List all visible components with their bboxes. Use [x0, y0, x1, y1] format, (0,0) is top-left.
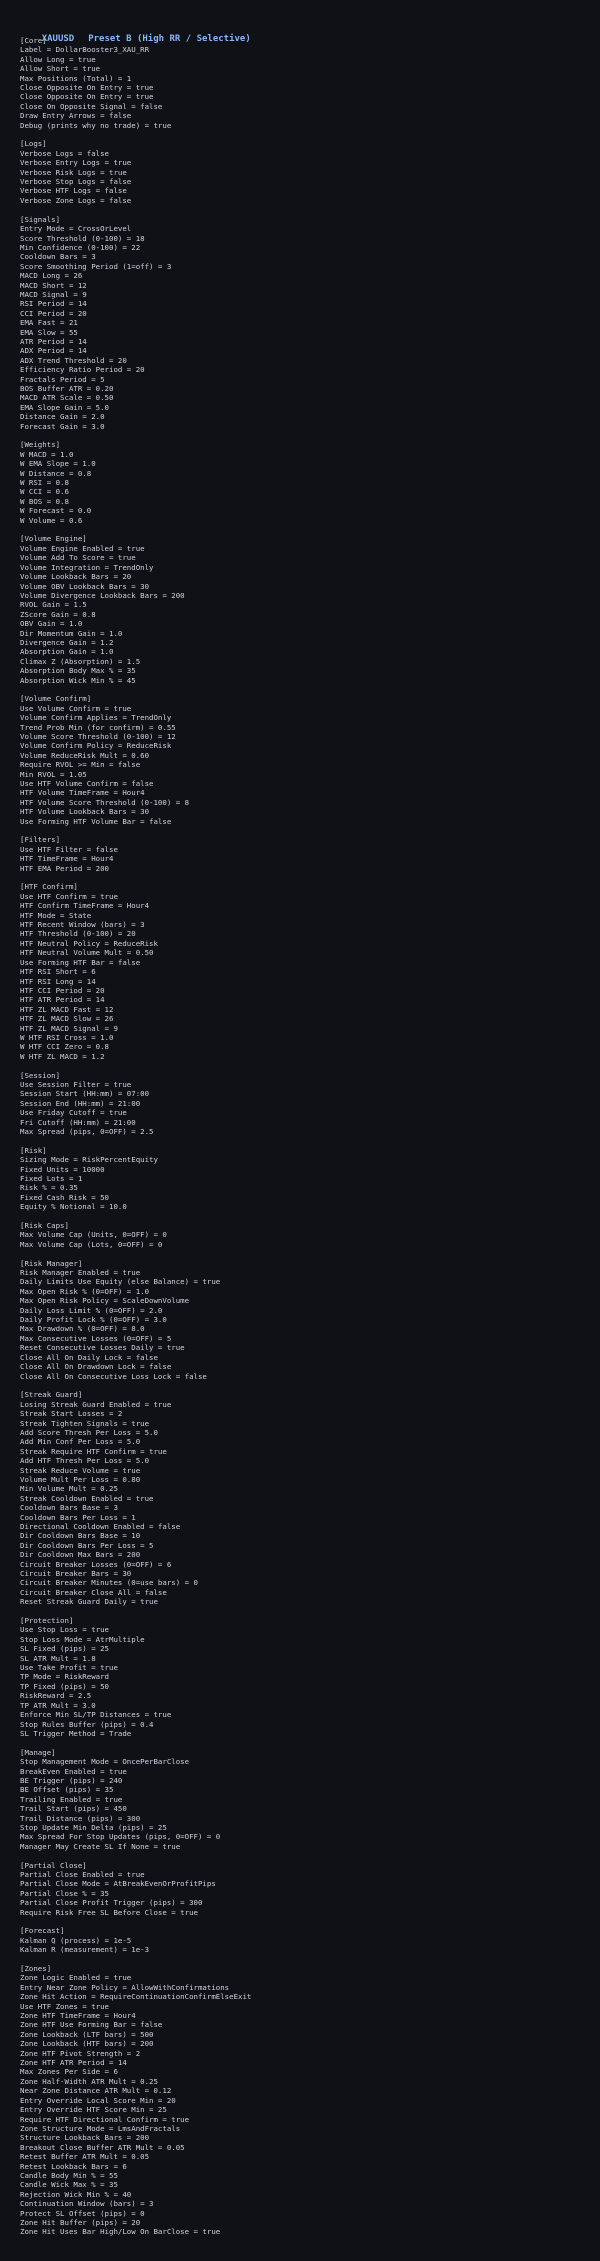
setting-line: Risk % = 0.35: [20, 1183, 78, 1193]
setting-line: HTF EMA Period = 200: [20, 863, 109, 873]
setting-line: Zone Hit Action = RequireContinuationConfirmElseExit: [20, 1992, 252, 2002]
setting-line: SL Fixed (pips) = 25: [20, 1644, 109, 1654]
setting-line: Use Friday Cutoff = true: [20, 1108, 127, 1118]
setting-line: MACD Signal = 9: [20, 289, 87, 299]
setting-line: W MACD = 1.0: [20, 449, 74, 459]
setting-line: Verbose Entry Logs = true: [20, 158, 132, 168]
setting-line: ZScore Gain = 0.8: [20, 609, 96, 619]
setting-line: Zone Structure Mode = LmsAndFractals: [20, 2123, 181, 2133]
setting-line: Verbose Risk Logs = true: [20, 167, 127, 177]
setting-line: Fractals Period = 5: [20, 374, 105, 384]
setting-line: Volume Confirm Policy = ReduceRisk: [20, 741, 172, 751]
settings-document: [20, 18, 251, 2246]
setting-line: Zone Lookback (HTF bars) = 200: [20, 2039, 154, 2049]
setting-line: Volume OBV Lookback Bars = 30: [20, 581, 150, 591]
setting-line: Fri Cutoff (HH:mm) = 21:00: [20, 1117, 136, 1127]
setting-line: Close All On Daily Lock = false: [20, 1352, 158, 1362]
setting-line: Stop Management Mode = OncePerBarClose: [20, 1757, 190, 1767]
setting-line: Zone Half-Width ATR Mult = 0.25: [20, 2076, 158, 2086]
section-header: [Session]: [20, 1070, 61, 1080]
setting-line: Use HTF Zones = true: [20, 2001, 109, 2011]
setting-line: HTF ATR Period = 14: [20, 995, 105, 1005]
setting-line: Continuation Window (bars) = 3: [20, 2199, 154, 2209]
setting-line: Min Volume Mult = 0.25: [20, 1484, 118, 1494]
setting-line: EMA Slope Gain = 5.0: [20, 402, 109, 412]
setting-line: Near Zone Distance ATR Mult = 0.12: [20, 2086, 172, 2096]
setting-line: Max Drawdown % (0=OFF) = 8.0: [20, 1324, 145, 1334]
setting-line: Use Volume Confirm = true: [20, 703, 132, 713]
setting-line: Close Opposite On Entry = true: [20, 83, 154, 93]
setting-line: MACD Short = 12: [20, 280, 87, 290]
setting-line: HTF Volume Score Threshold (0-100) = 8: [20, 797, 190, 807]
setting-line: Trail Start (pips) = 450: [20, 1804, 127, 1814]
section-header: [HTF Confirm]: [20, 882, 78, 892]
setting-line: Reset Consecutive Losses Daily = true: [20, 1343, 185, 1353]
setting-line: Zone HTF TimeFrame = Hour4: [20, 2011, 136, 2021]
setting-line: Session End (HH:mm) = 21:00: [20, 1098, 141, 1108]
setting-line: Zone HTF Pivot Strength = 2: [20, 2048, 141, 2058]
setting-line: HTF ZL MACD Fast = 12: [20, 1004, 114, 1014]
setting-line: Structure Lookback Bars = 200: [20, 2133, 150, 2143]
setting-line: HTF Mode = State: [20, 910, 92, 920]
setting-line: HTF Volume Lookback Bars = 30: [20, 807, 150, 817]
setting-line: Volume Lookback Bars = 20: [20, 572, 132, 582]
setting-line: Zone Logic Enabled = true: [20, 1973, 132, 1983]
setting-line: Score Smoothing Period (1=off) = 3: [20, 261, 172, 271]
setting-line: Use Stop Loss = true: [20, 1625, 109, 1635]
setting-line: Require HTF Directional Confirm = true: [20, 2114, 190, 2124]
setting-line: Circuit Breaker Bars = 30: [20, 1569, 132, 1579]
setting-line: Use Forming HTF Bar = false: [20, 957, 141, 967]
setting-line: Stop Loss Mode = AtrMultiple: [20, 1634, 145, 1644]
setting-line: Partial Close Profit Trigger (pips) = 300: [20, 1898, 203, 1908]
setting-line: Fixed Lots = 1: [20, 1174, 83, 1184]
setting-line: RVOL Gain = 1.5: [20, 600, 87, 610]
setting-line: Max Volume Cap (Units, 0=OFF) = 0: [20, 1230, 167, 1240]
setting-line: Volume Add To Score = true: [20, 553, 136, 563]
setting-line: Entry Override HTF Score Min = 25: [20, 2105, 167, 2115]
setting-line: Daily Profit Lock % (0=OFF) = 3.0: [20, 1315, 167, 1325]
setting-line: Fixed Units = 10000: [20, 1164, 105, 1174]
setting-line: MACD ATR Scale = 0.50: [20, 393, 114, 403]
settings-section: [20, 1616, 251, 1738]
setting-line: BE Trigger (pips) = 240: [20, 1775, 123, 1785]
setting-line: Close On Opposite Signal = false: [20, 101, 163, 111]
setting-line: Score Threshold (0-100) = 18: [20, 233, 145, 243]
setting-line: Rejection Wick Min % = 40: [20, 2189, 132, 2199]
setting-line: W HTF RSI Cross = 1.0: [20, 1032, 114, 1042]
setting-line: Use HTF Filter = false: [20, 844, 118, 854]
setting-line: Enforce Min SL/TP Distances = true: [20, 1710, 172, 1720]
setting-line: SL Trigger Method = Trade: [20, 1728, 132, 1738]
setting-line: Verbose Zone Logs = false: [20, 195, 132, 205]
setting-line: OBV Gain = 1.0: [20, 619, 83, 629]
setting-line: TP Mode = RiskReward: [20, 1672, 109, 1682]
setting-line: Sizing Mode = RiskPercentEquity: [20, 1155, 158, 1165]
settings-section: [20, 1964, 251, 2237]
setting-line: Forecast Gain = 3.0: [20, 421, 105, 431]
setting-line: Partial Close Enabled = true: [20, 1869, 145, 1879]
setting-line: W EMA Slope = 1.0: [20, 459, 96, 469]
setting-line: Cooldown Bars Base = 3: [20, 1503, 118, 1513]
setting-line: Max Zones Per Side = 6: [20, 2067, 118, 2077]
setting-line: Trailing Enabled = true: [20, 1794, 123, 1804]
setting-line: Require RVOL >= Min = false: [20, 760, 141, 770]
settings-section: [20, 1221, 251, 1249]
setting-line: HTF ZL MACD Slow = 26: [20, 1014, 114, 1024]
setting-line: Cooldown Bars = 3: [20, 252, 96, 262]
setting-line: HTF CCI Period = 20: [20, 985, 105, 995]
setting-line: Draw Entry Arrows = false: [20, 111, 132, 121]
setting-line: BE Offset (pips) = 35: [20, 1785, 114, 1795]
settings-section: [20, 534, 251, 685]
setting-line: Streak Cooldown Enabled = true: [20, 1493, 154, 1503]
setting-line: Close All On Drawdown Lock = false: [20, 1362, 172, 1372]
setting-line: Partial Close % = 35: [20, 1888, 109, 1898]
setting-line: HTF Volume TimeFrame = Hour4: [20, 788, 145, 798]
setting-line: Circuit Breaker Minutes (0=use bars) = 0: [20, 1578, 198, 1588]
setting-line: Max Volume Cap (Lots, 0=OFF) = 0: [20, 1239, 163, 1249]
setting-line: Verbose HTF Logs = false: [20, 186, 127, 196]
setting-line: HTF Confirm TimeFrame = Hour4: [20, 901, 150, 911]
setting-line: Manager May Create SL If None = true: [20, 1841, 181, 1851]
symbol-label: XAUUSD: [41, 34, 75, 44]
setting-line: Fixed Cash Risk = 50: [20, 1192, 109, 1202]
setting-line: HTF TimeFrame = Hour4: [20, 854, 114, 864]
setting-line: SL ATR Mult = 1.8: [20, 1653, 96, 1663]
setting-line: Retest Lookback Bars = 6: [20, 2161, 127, 2171]
setting-line: Allow Long = true: [20, 54, 96, 64]
setting-line: Zone HTF Use Forming Bar = false: [20, 2020, 163, 2030]
setting-line: Stop Update Min Delta (pips) = 25: [20, 1822, 167, 1832]
setting-line: HTF Neutral Policy = ReduceRisk: [20, 938, 158, 948]
section-header: [Partial Close]: [20, 1860, 87, 1870]
setting-line: Equity % Notional = 10.0: [20, 1202, 127, 1212]
setting-line: Max Positions (Total) = 1: [20, 73, 132, 83]
setting-line: Add HTF Thresh Per Loss = 5.0: [20, 1456, 150, 1466]
setting-line: ADX Period = 14: [20, 346, 87, 356]
setting-line: Min Confidence (0-100) = 22: [20, 242, 141, 252]
settings-section: [20, 139, 251, 205]
setting-line: Losing Streak Guard Enabled = true: [20, 1399, 172, 1409]
setting-line: Cooldown Bars Per Loss = 1: [20, 1512, 136, 1522]
setting-line: Reset Streak Guard Daily = true: [20, 1597, 158, 1607]
setting-line: Daily Limits Use Equity (else Balance) = true: [20, 1277, 221, 1287]
setting-line: Zone Hit Buffer (pips) = 20: [20, 2217, 141, 2227]
section-header: [Risk Caps]: [20, 1221, 69, 1231]
setting-line: Absorption Wick Min % = 45: [20, 675, 136, 685]
setting-line: W HTF CCI Zero = 0.8: [20, 1042, 109, 1052]
section-header: [Streak Guard]: [20, 1390, 83, 1400]
setting-line: Dir Momentum Gain = 1.0: [20, 628, 123, 638]
setting-line: Kalman Q (process) = 1e-5: [20, 1935, 132, 1945]
setting-line: EMA Slow = 55: [20, 327, 78, 337]
setting-line: Volume Confirm Applies = TrendOnly: [20, 713, 172, 723]
setting-line: Zone Hit Uses Bar High/Low On BarClose = true: [20, 2227, 221, 2237]
setting-line: Debug (prints why no trade) = true: [20, 120, 172, 130]
settings-section: [20, 882, 251, 1061]
setting-line: W RSI = 0.8: [20, 478, 69, 488]
setting-line: Session Start (HH:mm) = 07:00: [20, 1089, 150, 1099]
setting-line: TP ATR Mult = 3.0: [20, 1700, 96, 1710]
setting-line: Kalman R (measurement) = 1e-3: [20, 1945, 150, 1955]
section-header: [Risk]: [20, 1145, 47, 1155]
setting-line: Max Open Risk % (0=OFF) = 1.0: [20, 1286, 150, 1296]
setting-line: W CCI = 0.6: [20, 487, 69, 497]
setting-line: Verbose Logs = false: [20, 148, 109, 158]
setting-line: Risk Manager Enabled = true: [20, 1268, 141, 1278]
setting-line: BOS Buffer ATR = 0.20: [20, 384, 114, 393]
setting-line: CCI Period = 20: [20, 308, 87, 318]
section-header: [Volume Engine]: [20, 534, 87, 544]
settings-sections: [20, 36, 251, 2237]
section-header: [Volume Confirm]: [20, 694, 92, 704]
setting-line: Circuit Breaker Close All = false: [20, 1587, 167, 1597]
settings-section: [20, 1390, 251, 1606]
setting-line: Circuit Breaker Losses (0=OFF) = 6: [20, 1559, 172, 1569]
setting-line: Protect SL Offset (pips) = 0: [20, 2208, 145, 2218]
setting-line: Streak Tighten Signals = true: [20, 1418, 150, 1428]
setting-line: Use HTF Confirm = true: [20, 891, 118, 901]
settings-section: [20, 1861, 251, 1917]
setting-line: Candle Wick Max % = 35: [20, 2180, 118, 2190]
settings-section: [20, 440, 251, 525]
setting-line: RSI Period = 14: [20, 299, 87, 309]
setting-line: Require Risk Free SL Before Close = true: [20, 1907, 198, 1917]
setting-line: Close Opposite On Entry = true: [20, 92, 154, 102]
setting-line: HTF Recent Window (bars) = 3: [20, 920, 145, 930]
settings-section: [20, 1926, 251, 1954]
settings-section: [20, 1748, 251, 1851]
setting-line: HTF RSI Short = 6: [20, 967, 96, 977]
settings-section: [20, 835, 251, 873]
setting-line: MACD Long = 26: [20, 271, 83, 281]
setting-line: Dir Cooldown Bars Per Loss = 5: [20, 1540, 154, 1550]
setting-line: Add Score Thresh Per Loss = 5.0: [20, 1427, 158, 1437]
section-header: [Risk Manager]: [20, 1258, 83, 1268]
setting-line: Retest Buffer ATR Mult = 0.05: [20, 2152, 150, 2162]
setting-line: W Volume = 0.6: [20, 515, 83, 525]
settings-section: [20, 215, 251, 431]
settings-section: [20, 1071, 251, 1137]
setting-line: Zone Lookback (LTF bars) = 500: [20, 2029, 154, 2039]
setting-line: Max Spread For Stop Updates (pips, 0=OFF) = 0: [20, 1832, 221, 1842]
setting-line: Entry Override Local Score Min = 20: [20, 2095, 176, 2105]
setting-line: Daily Loss Limit % (0=OFF) = 2.0: [20, 1305, 163, 1315]
setting-line: Min RVOL = 1.05: [20, 769, 87, 779]
setting-line: HTF RSI Long = 14: [20, 976, 96, 986]
setting-line: Stop Rules Buffer (pips) = 0.4: [20, 1719, 154, 1729]
setting-line: Partial Close Mode = AtBreakEvenOrProfitPips: [20, 1879, 216, 1889]
setting-line: EMA Fast = 21: [20, 318, 78, 328]
setting-line: Trend Prob Min (for confirm) = 0.55: [20, 722, 176, 732]
section-header: [Logs]: [20, 139, 47, 149]
setting-line: Divergence Gain = 1.2: [20, 637, 114, 647]
section-header: [Zones]: [20, 1964, 52, 1974]
setting-line: Use Session Filter = true: [20, 1079, 132, 1089]
setting-line: ADX Trend Threshold = 20: [20, 355, 127, 365]
settings-section: [20, 694, 251, 826]
section-header: [Core]: [20, 36, 47, 45]
setting-line: Zone HTF ATR Period = 14: [20, 2058, 127, 2068]
setting-line: Volume ReduceRisk Mult = 0.60: [20, 750, 150, 760]
setting-line: Volume Integration = TrendOnly: [20, 562, 154, 572]
setting-line: Entry Mode = CrossOrLevel: [20, 224, 132, 234]
setting-line: RiskReward = 2.5: [20, 1691, 92, 1701]
setting-line: Candle Body Min % = 55: [20, 2170, 118, 2180]
setting-line: Streak Reduce Volume = true: [20, 1465, 141, 1475]
setting-line: Volume Engine Enabled = true: [20, 543, 145, 553]
preset-name: Preset B (High RR / Selective): [88, 34, 251, 44]
section-header: [Forecast]: [20, 1926, 65, 1936]
setting-line: Max Open Risk Policy = ScaleDownVolume: [20, 1296, 190, 1306]
setting-line: W HTF ZL MACD = 1.2: [20, 1051, 105, 1061]
setting-line: Max Consecutive Losses (0=OFF) = 5: [20, 1333, 172, 1343]
setting-line: Directional Cooldown Enabled = false: [20, 1522, 181, 1531]
setting-line: HTF ZL MACD Signal = 9: [20, 1023, 118, 1033]
setting-line: Allow Short = true: [20, 64, 101, 74]
setting-line: Efficiency Ratio Period = 20: [20, 365, 145, 375]
setting-line: W Forecast = 0.0: [20, 506, 92, 516]
setting-line: Use HTF Volume Confirm = false: [20, 779, 154, 789]
setting-line: Distance Gain = 2.0: [20, 412, 105, 422]
setting-line: TP Fixed (pips) = 50: [20, 1681, 109, 1691]
setting-line: Absorption Body Max % = 35: [20, 666, 136, 676]
setting-line: BreakEven Enabled = true: [20, 1766, 127, 1776]
setting-line: Climax Z (Absorption) = 1.5: [20, 656, 141, 666]
setting-line: Volume Divergence Lookback Bars = 200: [20, 590, 185, 600]
section-header: [Weights]: [20, 440, 61, 450]
setting-line: Close All On Consecutive Loss Lock = false: [20, 1371, 207, 1381]
settings-section: [20, 1146, 251, 1212]
setting-line: Use Forming HTF Volume Bar = false: [20, 816, 172, 826]
setting-line: Volume Mult Per Loss = 0.80: [20, 1474, 141, 1484]
section-header: [Manage]: [20, 1747, 56, 1757]
setting-line: HTF Neutral Volume Mult = 0.50: [20, 948, 154, 958]
setting-line: HTF Threshold (0-100) = 20: [20, 929, 136, 939]
settings-section: [20, 1259, 251, 1381]
settings-section: [20, 36, 251, 130]
setting-line: W BOS = 0.8: [20, 496, 69, 506]
setting-line: Dir Cooldown Max Bars = 200: [20, 1550, 141, 1560]
section-header: [Signals]: [20, 214, 61, 224]
setting-line: Trail Distance (pips) = 300: [20, 1813, 141, 1823]
setting-line: Entry Near Zone Policy = AllowWithConfirmations: [20, 1982, 230, 1992]
setting-line: ATR Period = 14: [20, 336, 87, 346]
setting-line: Max Spread (pips, 0=OFF) = 2.5: [20, 1127, 154, 1136]
setting-line: Use Take Profit = true: [20, 1663, 118, 1673]
setting-line: W Distance = 0.8: [20, 468, 92, 478]
section-header: [Protection]: [20, 1616, 74, 1626]
setting-line: Streak Start Losses = 2: [20, 1409, 123, 1419]
setting-line: Dir Cooldown Bars Base = 10: [20, 1531, 141, 1541]
setting-line: Absorption Gain = 1.0: [20, 647, 114, 657]
section-header: [Filters]: [20, 835, 61, 845]
setting-line: Streak Require HTF Confirm = true: [20, 1446, 167, 1456]
setting-line: Volume Score Threshold (0-100) = 12: [20, 731, 176, 741]
setting-line: Add Min Conf Per Loss = 5.0: [20, 1437, 141, 1447]
setting-line: Verbose Stop Logs = false: [20, 177, 132, 187]
setting-line: Label = DollarBooster3_XAU_RR: [20, 45, 150, 55]
setting-line: Breakout Close Buffer ATR Mult = 0.05: [20, 2142, 185, 2152]
